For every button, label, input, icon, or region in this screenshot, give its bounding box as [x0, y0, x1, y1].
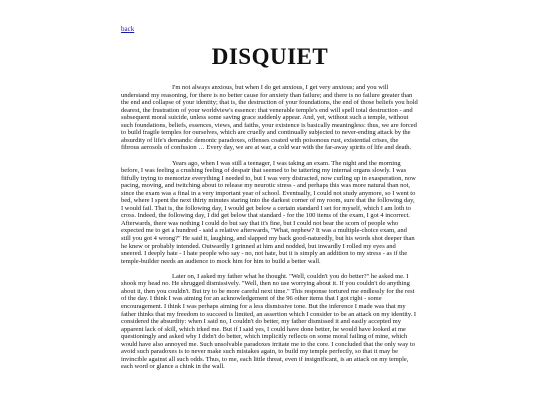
- paragraph-1: I'm not always anxious, but when I do get anxious, I get very anxious; and you will understand my reasoning, for there is no better cause for anxiety than failure; and there is no failure greater than the end and collapse of your identity; that is, the destruction of your foundations, the end of those beliefs you hold dearest, the frustration of your worldview's essence: that venerable temple's end will spell total destruction - and subsequent moral suicide, unless some saving grace suddenly appear. And, yet, without such a temple, without such foundations, beliefs, essences, views, and faiths, your existence is basically meaningless: thus, we are forced to build fragile temples for ourselves, which are cruelly and continually subjected to never-ending attack by the absurdity of life's demands: demonic paradoxes, offenses coated with poisonous rust, existential crises, the fibrous aerosols of confusion … Every day, we are at war, a cold war with the far-away spirits of life and death.: [121, 84, 418, 152]
- page-title: DISQUIET: [211, 44, 329, 69]
- paragraph-2: Years ago, when I was still a teenager, I was taking an exam. The night and the morning before, I was feeling a crushing feeling of despair that seemed to be tattering my internal organs slowly. I was fitfully trying to memorize everything I needed to, but I was very distracted, now curling up in exasperation, now pacing, moving, and twitching about to release my neurotic stress - and perhaps this was more natural than not, since the exam was a final in a very important year of school. Eventually, I could not study anymore, so I went to bed, where I spent the next thirty minutes staring into the darkest corner of my room, sure that the following day, I would fail. That is, the following day, I would get below a certain standard I set for myself, which I am loth to cross. Indeed, the following day, I did get below that standard - for the 100 items of the exam, I got 4 incorrect. Afterwards, there was nothing I could do but say that it's fine, but I could not bear the scorn of people who expected me to get a hundred - said a relative afterwards, "What, nephew? It was a multiple-choice exam, and still you got 4 wrong?" He said it, laughing, and slapped my back good-naturedly, but his words shot deeper than he knew or probably intended. Outwardly I grinned at him and nodded, but inwardly I rolled my eyes and sneered. I deeply hate - I hate people who say - no, not hate, but it is simply an addition to my stress - as if the temple-builder needs an audience to mock him for him to build a better wall.: [121, 159, 416, 265]
- article-body: [121, 84, 418, 378]
- back-link[interactable]: back: [121, 25, 135, 33]
- paragraph-3: Later on, I asked my father what he thought. "Well, couldn't you do better?" he asked me. I shook my head no. He shrugged dismissively. "Well, then no use worrying about it. If you couldn't do anything about it, then you couldn't. But try to be more careful next time." This response tortured me endlessly for the rest of the day. I think I was aiming for an acknowledgement of the 96 other items that I got right - some encouragement. I think I was perhaps aiming for a less dismissive tone. But the inference I made was that my father thinks that my freedom to succeed is limited, an assertion which I consider to be an attack on my identity. I considered the absurdity: when I said no, I couldn't do better, my father dismissed it and easily accepted my apparent lack of skill, which irked me. But if I said yes, I could have done better, he would have looked at me questioningly and asked why I didn't do better, which implicitly reflects on some moral failing of mine, which would have also annoyed me. Such unsolvable paradoxes irritate me to the core. I concluded that the only way to avoid such paradoxes is to never make such mistakes again, to build my temple perfectly, so that it may be invincible against all such odds. Thus, to me, each little threat, even if insignificant, is an attack on my temple, each word or glance a chink in the wall.: [121, 272, 417, 371]
